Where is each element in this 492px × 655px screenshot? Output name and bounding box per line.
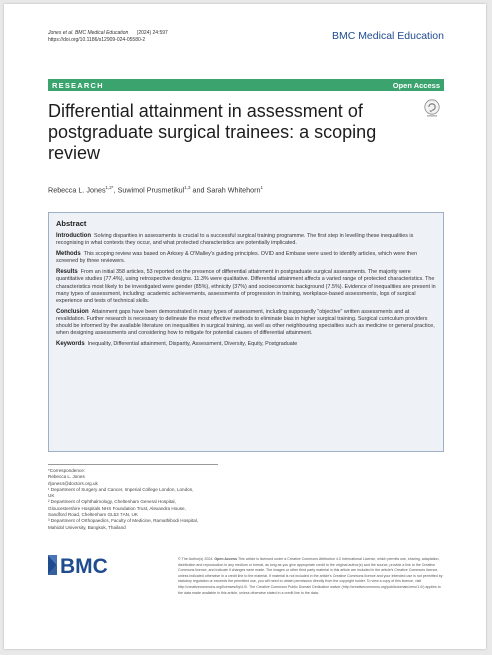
section-label: Introduction [56,233,91,239]
license-open-access: Open Access [214,557,237,561]
section-text: From an initial 358 articles, 53 reported on the presence of differential attainment in postgraduate surgical assessments. The majority were quantitative studies (77.4%), using retrospective designs. 11.3% were qualitative. Differential attainment affects a varied range of protected characteristics. The characteristics most likely to be investigated were gender (85%), ethnicity (37%) and socioeconomic background (7.5%). Evidence of inequalities are present in many types of assessment, including: academic achievements, assessments of progression in training, workplace-based assessments, logs of surgical experience and tests of technical skills. [56,269,436,304]
article-type-label: RESEARCH [52,80,104,90]
footnote-divider [48,464,218,465]
abstract-box [48,212,444,452]
journal-name: BMC Medical Education [331,30,444,42]
footnote-line: ¹ Department of Surgery and Cancer, Imperial College London, London, [48,486,194,492]
footnote-line: UK [48,493,55,499]
license-text: This article is licensed under a Creative Commons Attribution 4.0 International License, which permits use, sharing, adaptation, distribution and reproduction in any medium or format, as long as you give appropriate credit to the original author(s) and the source, provide a link to the Creative Commons licence, and indicate if changes were made. The images or other third party material in this article are included in the article's Creative Commons licence, unless indicated otherwise in a credit line to the material. If material is not included in the article's Creative Commons licence and your intended use is not permitted by statutory regulation or exceeds the permitted use, you will need to obtain permission directly from the copyright holder. To view a copy of this licence, visit http://creativecommons.org/licenses/by/4.0/. The Creative Commons Public Domain Dedication waiver (http://creativecommons.org/publicdomain/zero/1.0/) applies to the data made available in this article, unless otherwise stated in a credit line to the data. [178,557,443,595]
bmc-logo-text: BMC [60,555,108,578]
section-text: Solving disparities in assessments is crucial to a successful surgical training programme. The first step in levelling these inequalities is recognising in what contexts they occur, and what protected characteristics are potentially implicated. [56,233,414,247]
author-name[interactable]: Suwimol Prusmetikul [117,185,185,195]
bmc-logo-mark [48,552,144,578]
license-statement [178,557,444,596]
abstract-introduction [56,233,436,247]
footnote-line: Sandford Road, Cheltenham GL53 7AN, UK [48,512,138,518]
keywords-line [56,341,436,348]
author-affiliation-marker: 1,3 [184,185,191,190]
citation-year: (2024) 24:597 [136,30,168,36]
author-separator: and [190,185,207,195]
footnote-line: Gloucestershire Hospitals NHS Foundation Trust, Alexandra House, [48,505,186,511]
author-name[interactable]: Sarah Whitehorn [206,185,261,195]
bmc-logo [48,552,144,578]
abstract-heading: Abstract [56,219,87,228]
section-label: Methods [56,251,81,258]
section-text: Attainment gaps have been demonstrated in many types of assessment, including supposedly "objective" written assessments and at revalidation. Further research is necessary to delineate the most effective methods to eliminate bias in higher surgical training. Surgical curriculum providers should be informed by the available literature on inequalities in surgical training, as well as other neighbouring specialties such as medicine or general practice, when designing assessments and considering how to mitigate for potential causes of differential attainment. [56,308,435,337]
author-affiliation-marker: 1,2* [105,185,114,190]
author-list [48,185,263,194]
footnote-line: ³ Department of Orthopaedics, Faculty of Medicine, Ramathibodi Hospital, [48,518,199,524]
correspondence-footnotes [48,468,228,531]
doi-link[interactable]: https://doi.org/10.1186/s12909-024-05580-2 [48,37,146,43]
license-copyright: © The Author(s) 2024. [178,557,214,561]
open-access-label: Open Access [392,80,440,90]
keywords-label: Keywords [56,341,85,348]
author-separator: , [113,185,118,195]
author-name[interactable]: Rebecca L. Jones [48,185,106,195]
corresponding-email[interactable]: rljones4@doctors.org.uk [48,480,98,486]
author-affiliation-marker: 1 [260,185,263,190]
abstract-results [56,269,436,304]
citation-authors: Jones et al. BMC Medical Education [48,30,129,36]
section-text: This scoping review was based on Arksey & O'Malley's guiding principles. OVID and Embase were used to identify articles, which were then screened by three reviewers. [56,251,418,265]
keywords-text: Inequality, Differential attainment, Disparity, Assessment, Diversity, Equity, Postgraduate [87,341,298,348]
abstract-conclusion [56,309,436,337]
article-title: Differential attainment in assessment of postgraduate surgical trainees: a scoping review [48,101,377,163]
citation-header [48,30,168,44]
section-label: Results [56,269,78,276]
footnote-line: Rebecca L. Jones [48,474,85,480]
abstract-methods [56,251,436,265]
footnote-line: ² Department of Ophthalmology, Cheltenham General Hospital, [48,499,176,505]
research-banner [48,79,444,91]
check-for-updates-icon[interactable] [423,99,441,119]
footnote-line: Mahidol University, Bangkok, Thailand [48,524,126,530]
article-page [4,4,486,649]
footnote-line: *Correspondence: [48,468,86,473]
section-label: Conclusion [56,308,89,315]
